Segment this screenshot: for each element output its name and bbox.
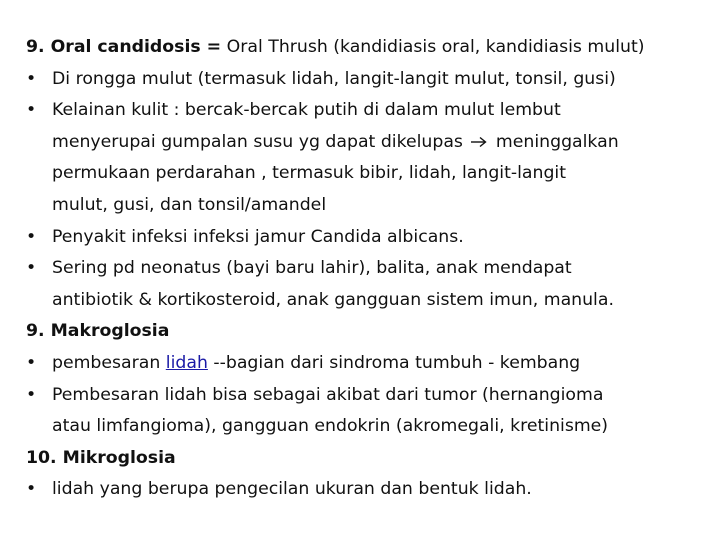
list-item-text-part: menyerupai gumpalan susu yg dapat dikelupas	[52, 131, 469, 152]
heading-oral-candidosis	[26, 32, 700, 64]
list-item-text-cont: permukaan perdarahan , termasuk bibir, lidah, langit-langit	[52, 163, 566, 184]
list-item	[26, 64, 700, 96]
list-item-text-part: pembesaran	[52, 352, 166, 373]
bullet-icon: •	[26, 352, 37, 373]
bullet-icon: •	[26, 479, 37, 500]
list-item-text: Pembesaran lidah bisa sebagai akibat dari tumor (hernangioma	[52, 384, 604, 405]
right-arrow-icon	[470, 127, 488, 159]
list-item	[26, 380, 700, 443]
list-item	[26, 253, 700, 316]
list-item-text-part: meninggalkan	[490, 131, 619, 152]
list-item-text: Di rongga mulut (termasuk lidah, langit-langit mulut, tonsil, gusi)	[52, 68, 616, 89]
list-item	[26, 348, 700, 380]
lidah-link[interactable]: lidah	[165, 352, 208, 373]
list-item-text: Kelainan kulit : bercak-bercak putih di dalam mulut lembut	[52, 100, 561, 121]
list-item-text	[52, 348, 700, 380]
list-item-text-cont: antibiotik & kortikosteroid, anak gangguan sistem imun, manula.	[52, 289, 614, 310]
heading-mikroglosia	[26, 443, 700, 475]
list-item-text-cont: atau limfangioma), gangguan endokrin (akromegali, kretinisme)	[52, 416, 609, 437]
heading-bold: 9. Makroglosia	[26, 321, 170, 342]
list-item	[26, 222, 700, 254]
bullet-icon: •	[26, 68, 37, 89]
list-item	[26, 95, 700, 221]
list-item-text-part: --bagian dari sindroma tumbuh - kembang	[207, 352, 581, 373]
list-item-text: Sering pd neonatus (bayi baru lahir), balita, anak mendapat	[52, 258, 572, 279]
bullet-icon: •	[26, 258, 37, 279]
heading-bold: 10. Mikroglosia	[26, 447, 176, 468]
list-item-text: lidah yang berupa pengecilan ukuran dan bentuk lidah.	[52, 479, 532, 500]
list-item-text-cont: mulut, gusi, dan tonsil/amandel	[52, 194, 327, 215]
list-item-text: Penyakit infeksi infeksi jamur Candida albicans.	[52, 226, 464, 247]
bullet-icon: •	[26, 100, 37, 121]
list-item	[26, 474, 700, 506]
heading-bold: 9. Oral candidosis =	[26, 37, 222, 57]
list-item-text-cont	[52, 127, 700, 159]
heading-makroglosia	[26, 316, 700, 348]
bullet-icon: •	[26, 226, 37, 247]
bullet-icon: •	[26, 384, 37, 405]
heading-rest: Oral Thrush (kandidiasis oral, kandidiasis mulut)	[221, 37, 645, 57]
